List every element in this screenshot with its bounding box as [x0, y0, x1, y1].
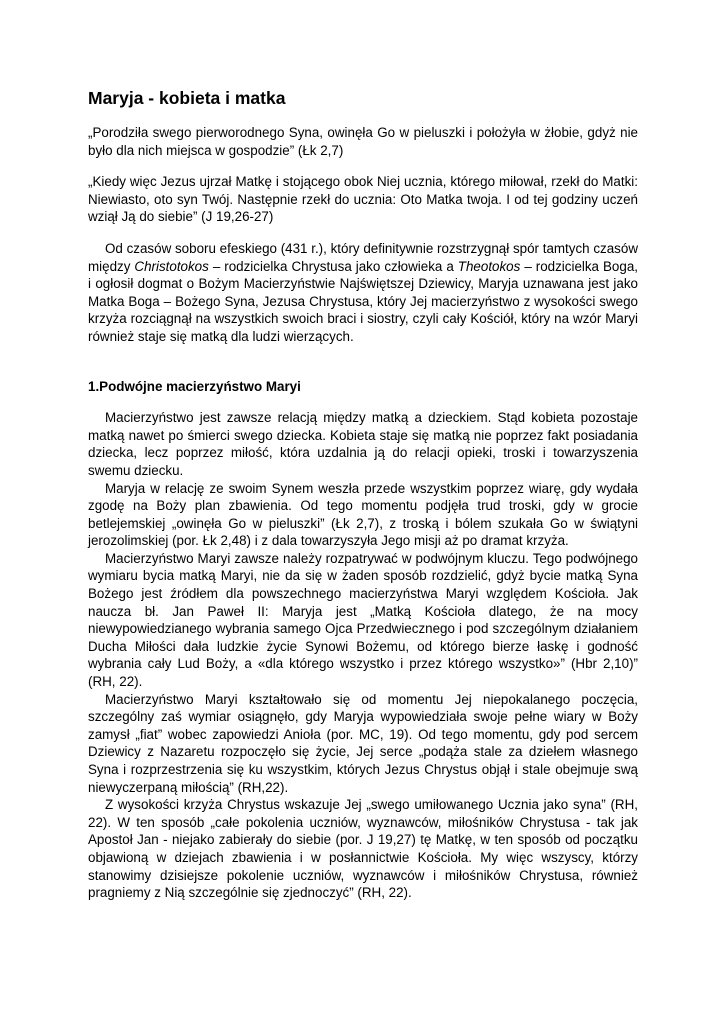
section-heading: 1.Podwójne macierzyństwo Maryi	[88, 378, 301, 394]
body-paragraph: Maryja w relację ze swoim Synem weszła przede wszystkim poprzez wiarę, gdy wydała zgodę na Boży plan zbawienia. Od tego momentu podjęła trud troski, gdy w grocie betlejemskiej „owinęła Go w pieluszki” (Łk 2,7), z troską i bólem szukała Go w świątyni jerozolimskiej (por. Łk 2,48) i z dala towarzyszyła Jego misji aż po dramat krzyża.	[88, 480, 638, 549]
intro-text-3: – rodzicielka Boga, i ogłosił dogmat o Bożym Macierzyństwie Najświętszej Dziewicy, Maryja uznawana jest jako Matka Boga – Bożego Syna, Jezusa Chrystusa, który Jej macierzyństwo z wysokości swego krzyża rozciągnął na wszystkich swoich braci i siostry, czyli cały Kościół, który na wzór Maryi również staje się matką dla ludzi wierzących.	[88, 258, 638, 344]
body-paragraph: Macierzyństwo Maryi kształtowało się od momentu Jej niepokalanego poczęcia, szczególny zaś wymiar osiągnęło, gdy Maryja wypowiedziała swoje pełne wiary w Boży zamysł „fiat” wobec zapowiedzi Anioła (por. MC, 19). Od tego momentu, gdy pod sercem Dziewicy z Nazaretu rozpoczęło się życie, Jej serce „podąża stale za dziełem własnego Syna i rozprzestrzenia się ku wszystkim, których Jezus Chrystus objął i stale obejmuje swą niewyczerpaną miłością” (RH,22).	[88, 691, 638, 795]
epigraph-quote-john: „Kiedy więc Jezus ujrzał Matkę i stojącego obok Niej ucznia, którego miłował, rzekł do Matki: Niewiasto, oto syn Twój. Następnie rzekł do ucznia: Oto Matka twoja. I od tej godziny uczeń wziął Ją do siebie” (J 19,26-27)	[88, 174, 638, 225]
epigraph-quote-luke: „Porodziła swego pierworodnego Syna, owinęła Go w pieluszki i położyła w żłobie, gdyż nie było dla nich miejsca w gospodzie” (Łk 2,7)	[88, 125, 638, 158]
term-theotokos: Theotokos	[457, 258, 521, 274]
intro-paragraph	[88, 240, 638, 346]
page-title: Maryja - kobieta i matka	[88, 88, 286, 108]
term-christotokos: Christotokos	[134, 258, 209, 274]
intro-text-2: – rodzicielka Chrystusa jako człowieka a	[208, 258, 458, 274]
body-paragraph: Macierzyństwo jest zawsze relacją między matką a dzieckiem. Stąd kobieta pozostaje matką nawet po śmierci swego dziecka. Kobieta staje się matką nie poprzez fakt posiadania dziecka, lecz poprzez miłość, która uzdalnia ją do relacji opieki, troski i towarzyszenia swemu dziecku.	[88, 410, 638, 478]
body-paragraph: Macierzyństwo Maryi zawsze należy rozpatrywać w podwójnym kluczu. Tego podwójnego wymiaru bycia matką Maryi, nie da się w żaden sposób rozdzielić, gdyż bycie matką Syna Bożego jest źródłem dla powszechnego macierzyństwa Maryi względem Kościoła. Jak naucza bł. Jan Paweł II: Maryja jest „Matką Kościoła dlatego, że na mocy niewypowiedzianego wybrania samego Ojca Przedwiecznego i pod szczególnym działaniem Ducha Miłości dała ludzkie życie Synowi Bożemu, od którego bierze łaskę i godność wybrania cały Lud Boży, a «dla którego wszystko i przez którego wszystko»” (Hbr 2,10)” (RH, 22).	[88, 550, 638, 690]
body-paragraph: Z wysokości krzyża Chrystus wskazuje Jej „swego umiłowanego Ucznia jako syna” (RH, 22). W ten sposób „całe pokolenia uczniów, wyznawców, miłośników Chrystusa - tak jak Apostoł Jan - niejako zabierały do siebie (por. J 19,27) tę Matkę, w ten sposób od początku objawioną w dziejach zbawienia i w posłannictwie Kościoła. My więc wszyscy, którzy stanowimy dzisiejsze pokolenie uczniów, wyznawców i miłośników Chrystusa, również pragniemy z Nią szczególnie się zjednoczyć” (RH, 22).	[88, 797, 638, 901]
intro-text-1: Od czasów soboru efeskiego (431 r.), który definitywnie rozstrzygnął spór tamtych czasów między	[88, 240, 638, 274]
